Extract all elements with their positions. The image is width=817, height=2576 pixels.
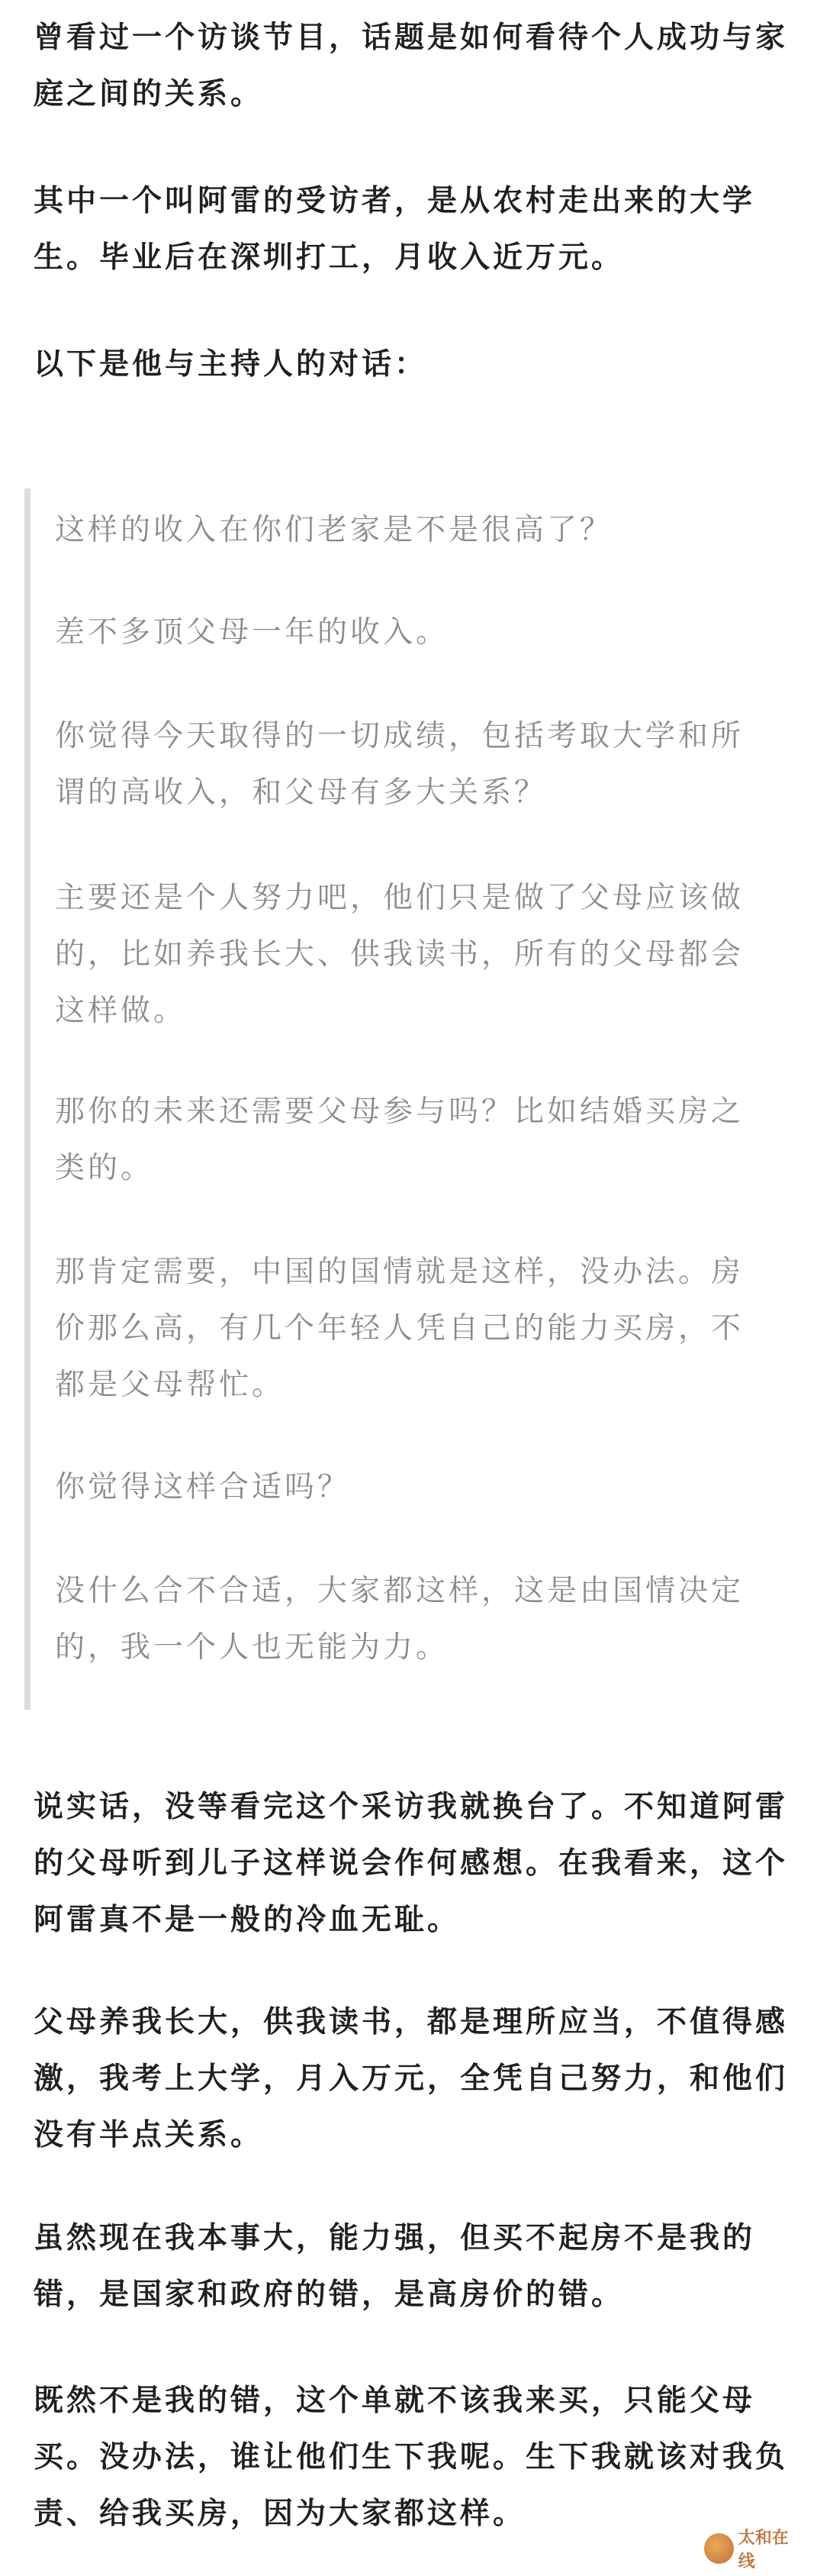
dialogue-line-7: 你觉得这样合适吗？ (55, 1470, 351, 1504)
dialogue-line-8: 没什么合不合适，大家都这样，这是由国情决定的，我一个人也无能为力。 (55, 1574, 745, 1665)
commentary-paragraph-1: 说实话，没等看完这个采访我就换台了。不知道阿雷的父母听到儿子这样说会作何感想。在我看来，这个阿雷真不是一般的冷血无耻。 (34, 1789, 789, 1937)
dialogue-line-6: 那肯定需要，中国的国情就是这样，没办法。房价那么高，有几个年轻人凭自己的能力买房，不都是父母帮忙。 (55, 1255, 745, 1402)
dialogue-line-4: 主要还是个人努力吧，他们只是做了父母应该做的，比如养我长大、供我读书，所有的父母都会这样做。 (55, 881, 745, 1028)
commentary-paragraph-3: 虽然现在我本事大，能力强，但买不起房不是我的错，是国家和政府的错，是高房价的错。 (34, 2220, 756, 2312)
intro-paragraph-2: 其中一个叫阿雷的受访者，是从农村走出来的大学生。毕业后在深圳打工，月收入近万元。 (34, 183, 756, 275)
watermark-emblem-icon (704, 2533, 734, 2564)
watermark-text: 太和在线 (738, 2529, 789, 2571)
site-watermark-logo (704, 2529, 803, 2571)
intro-paragraph-1: 曾看过一个访谈节目，话题是如何看待个人成功与家庭之间的关系。 (34, 20, 789, 111)
dialogue-line-2: 差不多顶父母一年的收入。 (55, 615, 449, 650)
dialogue-line-5: 那你的未来还需要父母参与吗？比如结婚买房之类的。 (55, 1095, 745, 1185)
dialogue-line-3: 你觉得今天取得的一切成绩，包括考取大学和所谓的高收入，和父母有多大关系？ (55, 719, 745, 810)
commentary-paragraph-4: 既然不是我的错，这个单就不该我来买，只能父母买。没办法，谁让他们生下我呢。生下我就该对我负责、给我买房，因为大家都这样。 (34, 2383, 789, 2531)
commentary-paragraph-2: 父母养我长大，供我读书，都是理所应当，不值得感激，我考上大学，月入万元，全凭自己努力，和他们没有半点关系。 (34, 2004, 789, 2152)
intro-paragraph-3: 以下是他与主持人的对话： (34, 347, 428, 382)
dialogue-line-1: 这样的收入在你们老家是不是很高了？ (55, 513, 613, 547)
